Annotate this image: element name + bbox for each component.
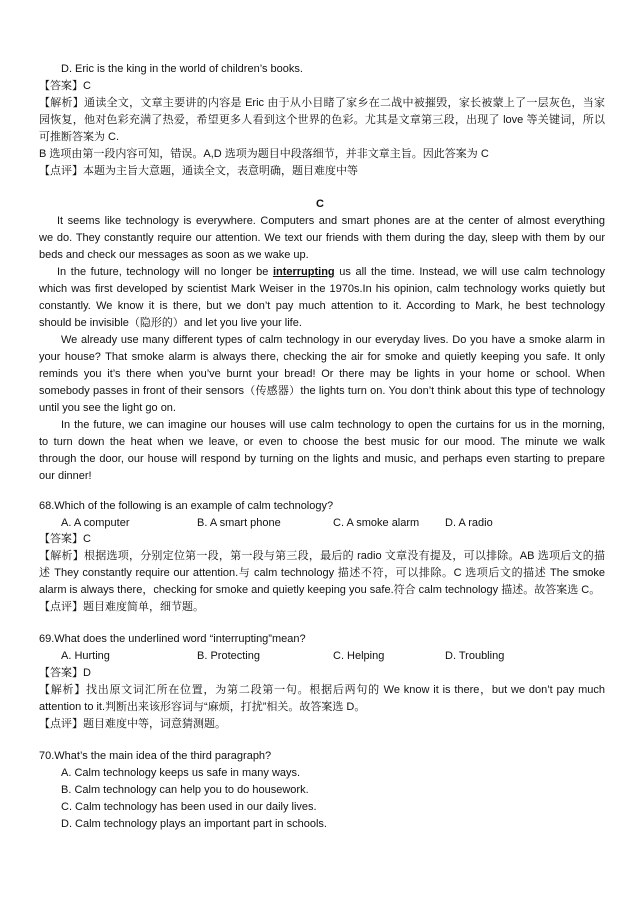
q68-question: 68.Which of the following is an example of calm technology?	[39, 500, 334, 512]
passage-line: beds and check our messages as soon as we wake up.	[39, 249, 309, 261]
passage-line: reminds you it’s there when you’ve burnt your bread! Or there may be lights in your home or school. When	[39, 368, 605, 380]
prev-option-d: D. Eric is the king in the world of children’s books.	[61, 63, 303, 75]
passage-line: which was first developed by scientist Mark Weiser in the 1970s.In his opinion, calm technology works quietly but	[39, 283, 605, 295]
passage-line: to turn down the heat when we leave, or even to choose the best music for our mood. The minute we walk	[39, 436, 605, 448]
q68-option-c: C. A smoke alarm	[333, 517, 420, 529]
prev-answer: 【答案】C	[39, 80, 91, 92]
q68-option-d: D. A radio	[445, 517, 493, 529]
passage-line: It seems like technology is everywhere. Computers and smart phones are at the center of almost everything	[57, 215, 605, 227]
passage-line: through the door, our house will respond by turning on the lights and music, and perhaps even starting to prepare	[39, 453, 605, 465]
passage-line	[57, 264, 605, 280]
q69-answer: 【答案】D	[39, 667, 91, 679]
q69-option-d: D. Troubling	[445, 650, 505, 662]
prev-analysis-line: B 选项由第一段内容可知，错误。A,D 选项为题目中段落细节，并非文章主旨。因此答案为 C	[39, 148, 489, 160]
q68-analysis-line: 【解析】根据选项，分别定位第一段，第一段与第三段，最后的 radio 文章没有提及，可以排除。AB 选项后文的描	[39, 550, 605, 562]
passage-line: somebody passes in front of their sensors（传感器）the lights turn on. You don’t think about this type of technology	[39, 385, 605, 397]
q69-option-b: B. Protecting	[197, 650, 260, 662]
q69-analysis-line: 【解析】找出原文词汇所在位置，为第二段第一句。根据后两句的 We know it is there，but we don’t pay much	[39, 684, 605, 696]
prev-comment: 【点评】本题为主旨大意题，通读全文，表意明确，题目难度中等	[39, 165, 358, 177]
passage-line: until you see the light go on.	[39, 402, 176, 414]
prev-analysis-line: 可推断答案为 C.	[39, 131, 120, 143]
q68-analysis-line: alarm is always there，checking for smoke and quietly keeping you safe.符合 calm technology 描述。故答案选 C。	[39, 584, 601, 596]
q68-options	[61, 515, 541, 531]
q70-option-b: B. Calm technology can help you to do housework.	[61, 784, 309, 796]
q68-answer: 【答案】C	[39, 533, 91, 545]
passage-line: In the future, we can imagine our houses will use calm technology to open the curtains for us in the morning,	[61, 419, 605, 431]
prev-analysis-line: 【解析】通读全文，文章主要讲的内容是 Eric 由于从小目睹了家乡在二战中被摧毁，家长被蒙上了一层灰色，当家	[39, 97, 605, 109]
passage-line: our dinner!	[39, 470, 92, 482]
passage-text: us all the time. Instead, we will use calm technology	[334, 266, 605, 278]
q69-options	[61, 648, 541, 664]
q68-option-a: A. A computer	[61, 517, 130, 529]
q69-comment: 【点评】题目难度中等，词意猜测题。	[39, 718, 226, 730]
prev-analysis-line: 园恢复，他对色彩充满了热爱，希望更多人看到这个世界的色彩。尤其是文章第三段，出现了 love 等关键词，所以	[39, 114, 605, 126]
passage-line: should be invisible（隐形的）and let you live your life.	[39, 317, 302, 329]
underlined-word-interrupting: interrupting	[272, 266, 335, 278]
passage-line: your house? That smoke alarm is always there, checking the air for smoke and quietly keeping you safe. It only	[39, 351, 605, 363]
q68-comment: 【点评】题目难度简单，细节题。	[39, 601, 204, 613]
q69-option-a: A. Hurting	[61, 650, 110, 662]
q69-option-c: C. Helping	[333, 650, 385, 662]
passage-heading: C	[316, 198, 324, 210]
q70-option-a: A. Calm technology keeps us safe in many ways.	[61, 767, 301, 779]
q69-analysis-line: attention to it.判断出来该形容词与“麻烦，打扰”相关。故答案选 D。	[39, 701, 366, 713]
passage-text: In the future, technology will no longer be	[57, 266, 273, 278]
q70-option-c: C. Calm technology has been used in our daily lives.	[61, 801, 317, 813]
passage-line: We already use many different types of calm technology in our everyday lives. Do you have a smoke alarm in	[61, 334, 605, 346]
passage-line: constantly. We know it is there, but we don’t pay much attention to it. According to Mark, he best technology	[39, 300, 605, 312]
q70-question: 70.What’s the main idea of the third paragraph?	[39, 750, 272, 762]
q69-question: 69.What does the underlined word “interrupting”mean?	[39, 633, 306, 645]
q70-option-d: D. Calm technology plays an important part in schools.	[61, 818, 327, 830]
q68-analysis-line: 述 They constantly require our attention.与 calm technology 描述不符，可以排除。C 选项后文的描述 The smoke	[39, 567, 605, 579]
q68-option-b: B. A smart phone	[197, 517, 281, 529]
passage-line: we do. They constantly require our attention. We text our friends with them during the day, sleep with them by our	[39, 232, 605, 244]
